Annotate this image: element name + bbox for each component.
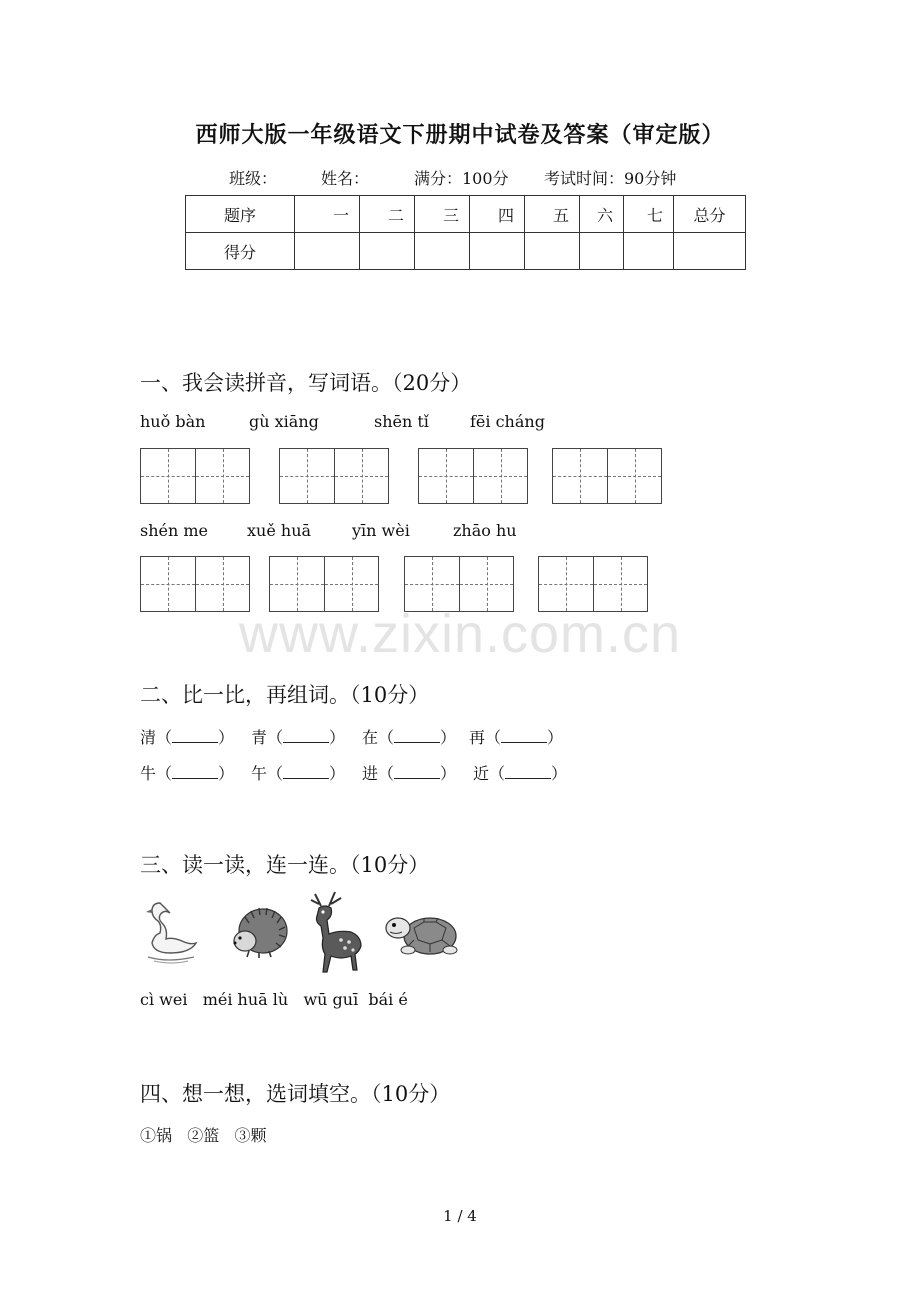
grid-cell[interactable] <box>419 449 473 503</box>
compare-item: 再（ ） <box>469 728 564 747</box>
compare-char: 进 <box>362 764 379 783</box>
row-label-cell: 得分 <box>186 233 295 270</box>
section4-heading: 四、想一想，选词填空。（10分） <box>140 1082 451 1106</box>
score-cell[interactable] <box>525 233 580 270</box>
section2-heading: 二、比一比，再组词。（10分） <box>140 683 430 707</box>
compare-item: 青（ ） <box>251 728 346 747</box>
grid-cell[interactable] <box>334 449 388 503</box>
score-table-row <box>186 233 746 270</box>
compare-char: 再 <box>469 728 486 747</box>
compare-char: 清 <box>140 728 157 747</box>
score-table <box>185 195 746 270</box>
answer-blank[interactable] <box>394 764 440 779</box>
writing-grid[interactable] <box>140 448 250 504</box>
page-title: 西师大版一年级语文下册期中试卷及答案（审定版） <box>195 122 725 148</box>
header-cell: 四 <box>470 196 525 233</box>
pinyin-label: fēi cháng <box>470 412 545 431</box>
pinyin-label: gù xiāng <box>249 412 319 431</box>
compare-char: 青 <box>251 728 268 747</box>
writing-grid[interactable] <box>552 448 662 504</box>
writing-grid[interactable] <box>418 448 528 504</box>
answer-blank[interactable] <box>501 728 547 743</box>
deer-icon <box>305 890 365 976</box>
score-cell[interactable] <box>360 233 415 270</box>
grid-cell[interactable] <box>141 449 195 503</box>
compare-item: 在（ ） <box>362 728 457 747</box>
pinyin-label: huǒ bàn <box>140 412 206 431</box>
header-cell: 总分 <box>674 196 746 233</box>
pinyin-row-2 <box>0 521 920 545</box>
score-cell[interactable] <box>580 233 624 270</box>
header-cell: 二 <box>360 196 415 233</box>
compare-item: 午（ ） <box>251 764 346 783</box>
watermark: www.zixin.com.cn <box>238 604 682 664</box>
compare-item: 近（ ） <box>473 764 568 783</box>
header-cell: 三 <box>415 196 470 233</box>
compare-char: 午 <box>251 764 268 783</box>
score-cell[interactable] <box>470 233 525 270</box>
score-cell[interactable] <box>674 233 746 270</box>
compare-item: 牛（ ） <box>140 764 235 783</box>
answer-blank[interactable] <box>283 764 329 779</box>
compare-item: 清（ ） <box>140 728 235 747</box>
header-cell: 五 <box>525 196 580 233</box>
compare-char: 在 <box>362 728 379 747</box>
grid-cell[interactable] <box>607 449 661 503</box>
grid-cell[interactable] <box>280 449 334 503</box>
answer-blank[interactable] <box>172 728 218 743</box>
answer-blank[interactable] <box>394 728 440 743</box>
full-score-label: 满分：100分 <box>414 169 509 188</box>
class-label: 班级： <box>229 169 278 188</box>
animal-pinyin-words: cì wei méi huā lù wū guī bái é <box>140 990 408 1009</box>
score-table-header-row <box>186 196 746 233</box>
score-cell[interactable] <box>295 233 360 270</box>
pinyin-label: xuě huā <box>247 521 312 540</box>
answer-blank[interactable] <box>505 764 551 779</box>
pinyin-label: shén me <box>140 521 209 540</box>
header-cell: 一 <box>295 196 360 233</box>
header-cell: 题序 <box>186 196 295 233</box>
word-options: ①锅 ②篮 ③颗 <box>140 1126 267 1145</box>
exam-time-label: 考试时间：90分钟 <box>544 169 677 188</box>
pinyin-label: shēn tǐ <box>374 412 429 431</box>
name-label: 姓名： <box>321 169 370 188</box>
page-number: 1 / 4 <box>443 1207 477 1225</box>
pinyin-label: yīn wèi <box>352 521 410 540</box>
writing-grid[interactable] <box>279 448 389 504</box>
hedgehog-icon <box>231 905 289 961</box>
section3-heading: 三、读一读，连一连。（10分） <box>140 853 430 877</box>
header-cell: 七 <box>624 196 674 233</box>
section1-heading: 一、我会读拼音，写词语。（20分） <box>140 371 472 395</box>
score-cell[interactable] <box>624 233 674 270</box>
turtle-icon <box>384 910 462 962</box>
grid-cell[interactable] <box>553 449 607 503</box>
pinyin-row-1 <box>0 412 920 436</box>
compare-char: 近 <box>473 764 490 783</box>
score-cell[interactable] <box>415 233 470 270</box>
header-cell: 六 <box>580 196 624 233</box>
answer-blank[interactable] <box>172 764 218 779</box>
pinyin-label: zhāo hu <box>453 521 517 540</box>
compare-item: 进（ ） <box>362 764 457 783</box>
answer-blank[interactable] <box>283 728 329 743</box>
grid-cell[interactable] <box>195 449 249 503</box>
grid-cell[interactable] <box>473 449 527 503</box>
swan-icon <box>140 895 204 965</box>
compare-char: 牛 <box>140 764 157 783</box>
